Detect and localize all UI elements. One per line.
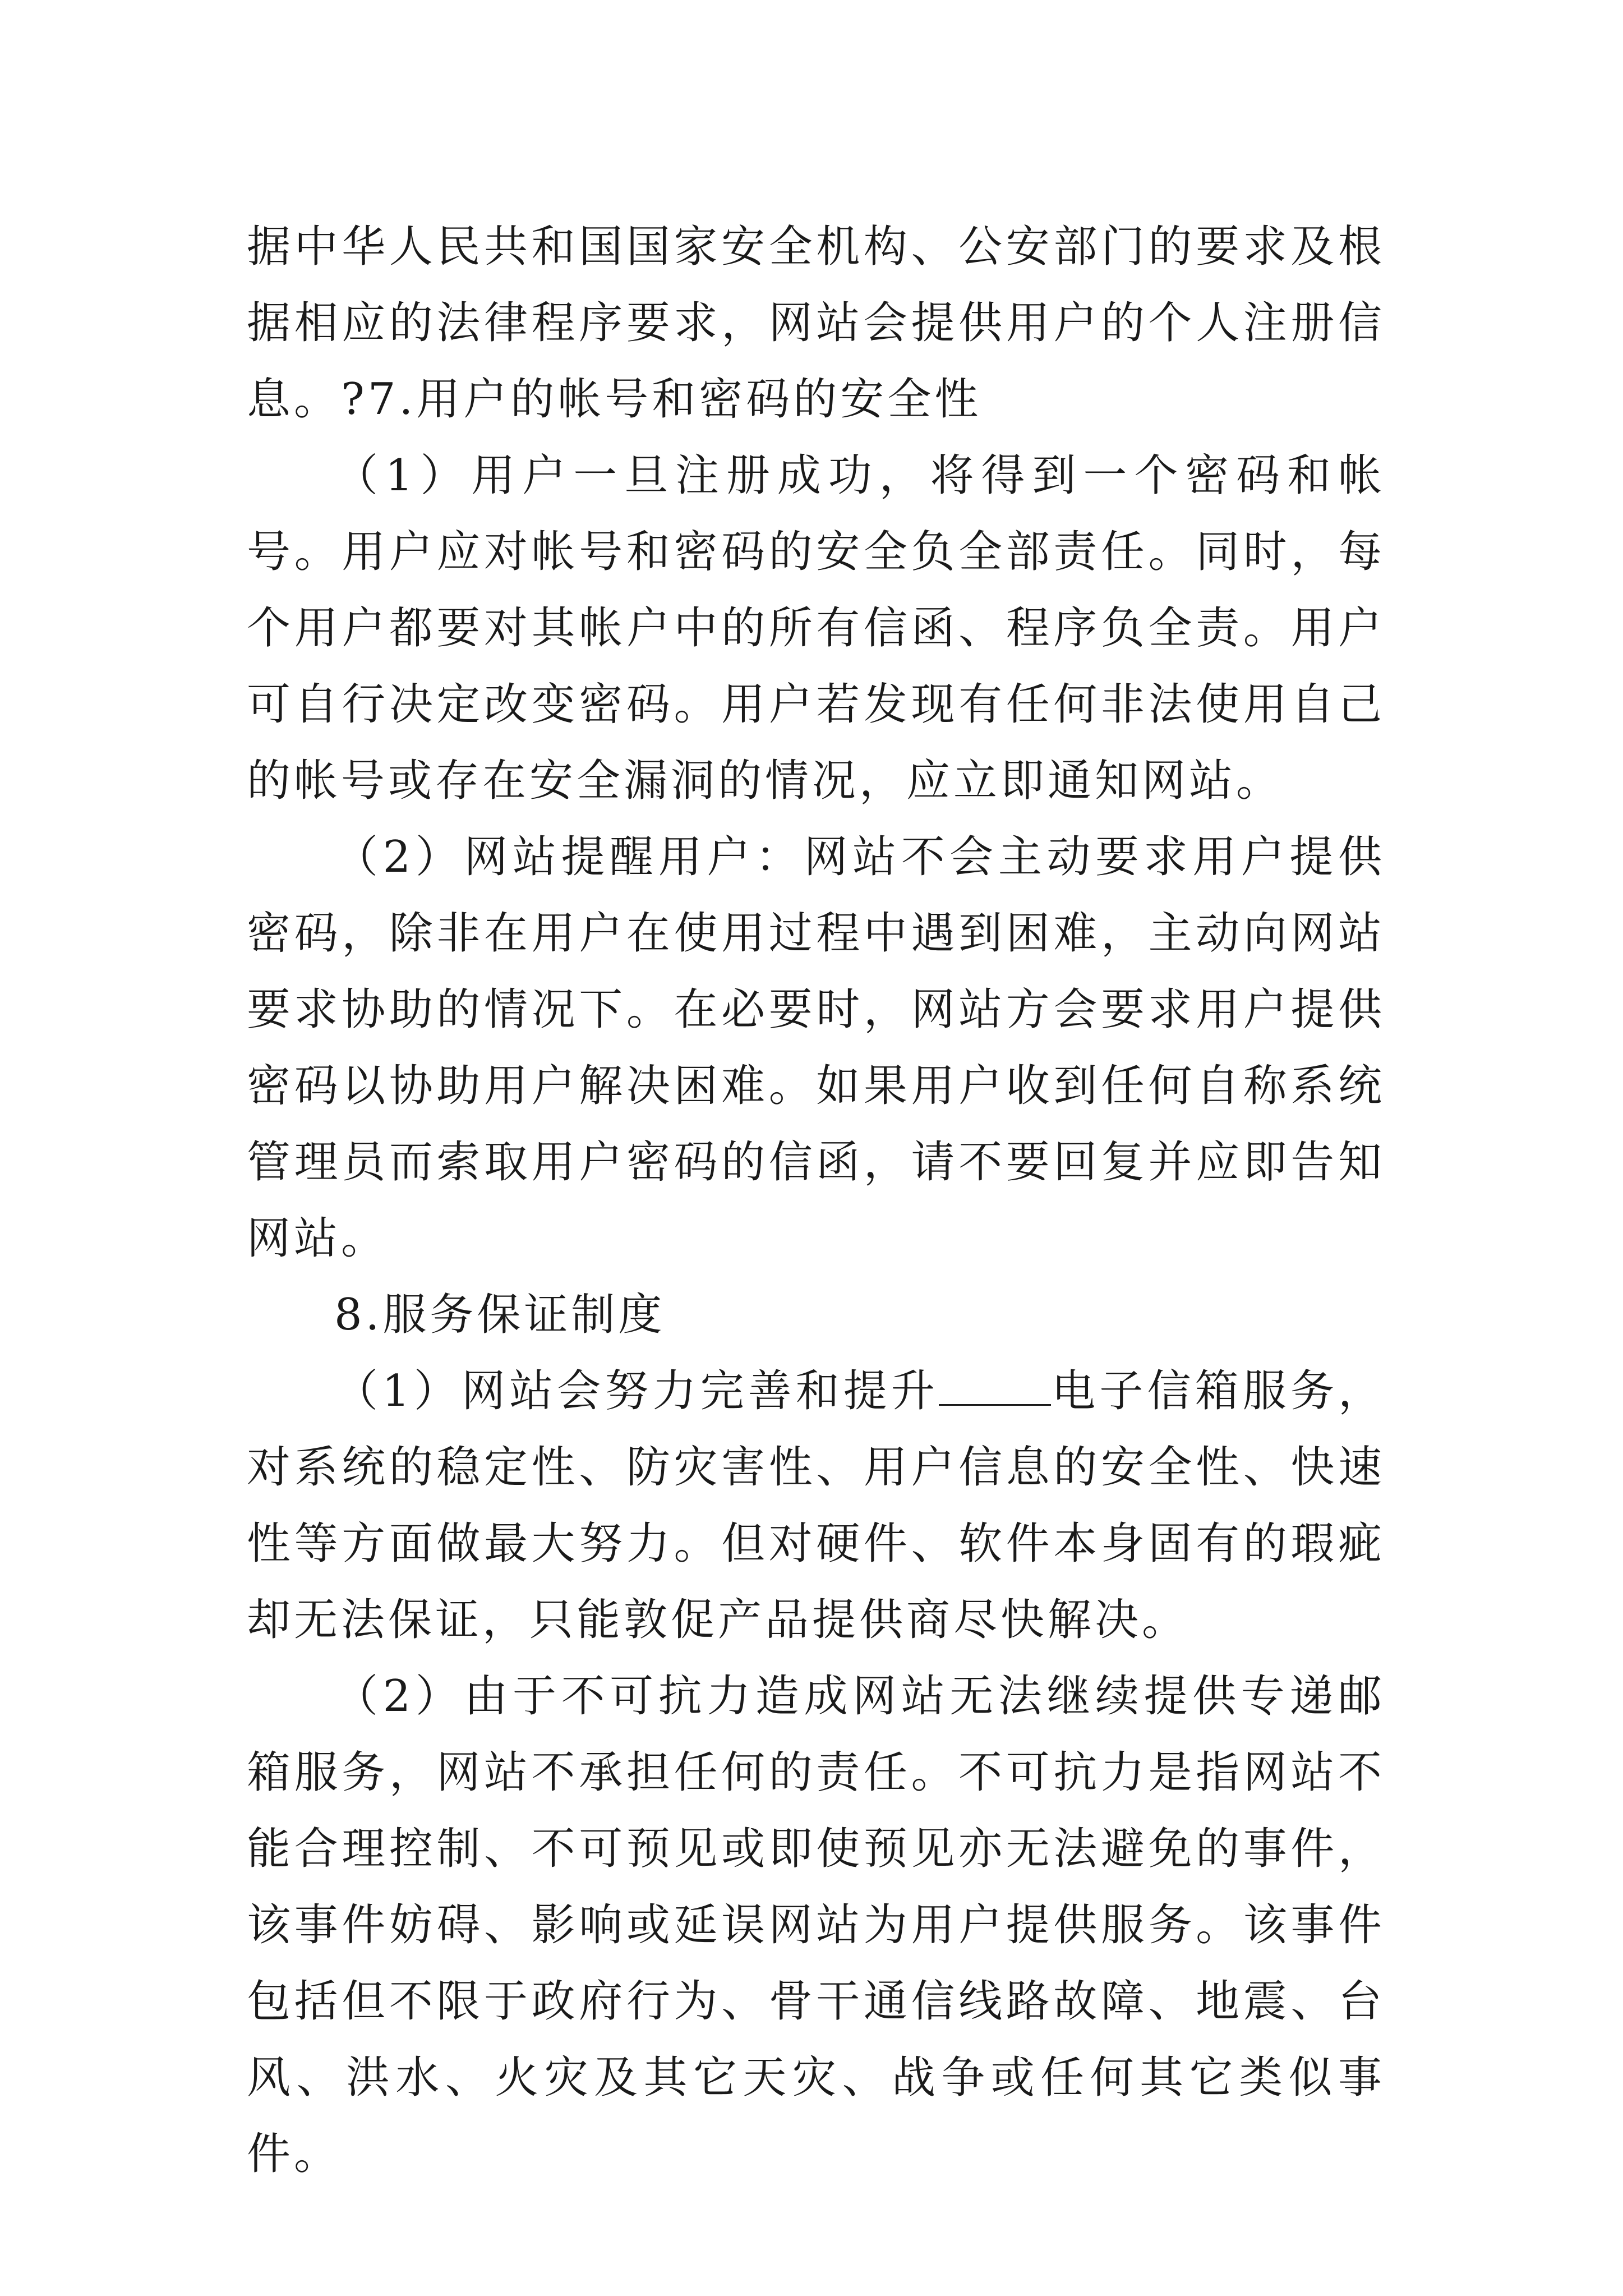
paragraph-account-security-1: （1）用户一旦注册成功，将得到一个密码和帐号。用户应对帐号和密码的安全负全部责任。同时，每个用户都要对其帐户中的所有信函、程序负全责。用户可自行决定改变密码。用户若发现有任何非法使用自己的帐号或存在安全漏洞的情况，应立即通知网站。 [247, 450, 1385, 806]
fill-in-blank [939, 1365, 1051, 1406]
paragraph-account-security-2: （2）网站提醒用户：网站不会主动要求用户提供密码，除非在用户在使用过程中遇到困难，主动向网站要求协助的情况下。在必要时，网站方会要求用户提供密码以协助用户解决困难。如果用户收到任何自称系统管理员而索取用户密码的信函，请不要回复并应即告知网站。 [247, 832, 1385, 1264]
paragraph-text-part: 电子信箱服务，对系统的稳定性、防灾害性、用户信息的安全性、快速性等方面做最大努力。但对硬件、软件本身固有的瑕疵却无法保证，只能敦促产品提供商尽快解决。 [247, 1366, 1385, 1645]
paragraph-text-part: （1）网站会努力完善和提升 [334, 1366, 939, 1416]
document-page [247, 209, 1385, 2192]
section-heading-service-guarantee: 8.服务保证制度 [334, 1290, 666, 1340]
paragraph-registration-info: 据中华人民共和国国家安全机构、公安部门的要求及根据相应的法律程序要求，网站会提供用户的个人注册信息。?7.用户的帐号和密码的安全性 [247, 222, 1385, 425]
paragraph-service-guarantee-2: （2）由于不可抗力造成网站无法继续提供专递邮箱服务，网站不承担任何的责任。不可抗力是指网站不能合理控制、不可预见或即使预见亦无法避免的事件，该事件妨碍、影响或延误网站为用户提供服务。该事件包括但不限于政府行为、骨干通信线路故障、地震、台风、洪水、火灾及其它天灾、战争或任何其它类似事件。 [247, 1671, 1385, 2179]
paragraph-service-guarantee-1 [247, 1353, 1385, 1658]
